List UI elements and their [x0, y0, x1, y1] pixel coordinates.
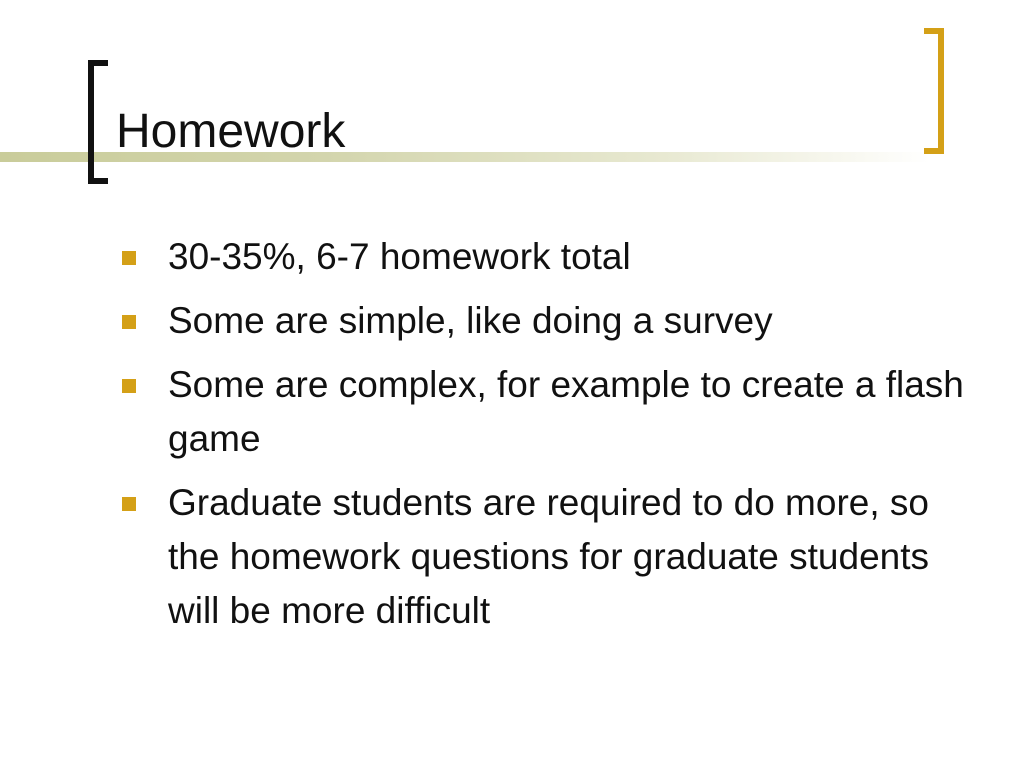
slide-title: Homework — [116, 105, 346, 158]
square-bullet-icon — [122, 251, 136, 265]
right-bracket-decoration — [924, 28, 944, 154]
left-bracket-decoration — [88, 60, 108, 184]
bullet-text: Graduate students are required to do more, so the homework questions for graduate students will be more difficult — [168, 482, 930, 631]
bullet-item — [120, 294, 980, 348]
square-bullet-icon — [122, 379, 136, 393]
bullet-list — [120, 230, 980, 648]
bullet-text: Some are complex, for example to create a flash game — [168, 364, 964, 459]
bullet-item — [120, 476, 980, 638]
bullet-item — [120, 230, 980, 284]
square-bullet-icon — [122, 497, 136, 511]
bullet-text: Some are simple, like doing a survey — [168, 300, 773, 341]
square-bullet-icon — [122, 315, 136, 329]
bullet-item — [120, 358, 980, 466]
bullet-text: 30-35%, 6-7 homework total — [168, 236, 631, 277]
